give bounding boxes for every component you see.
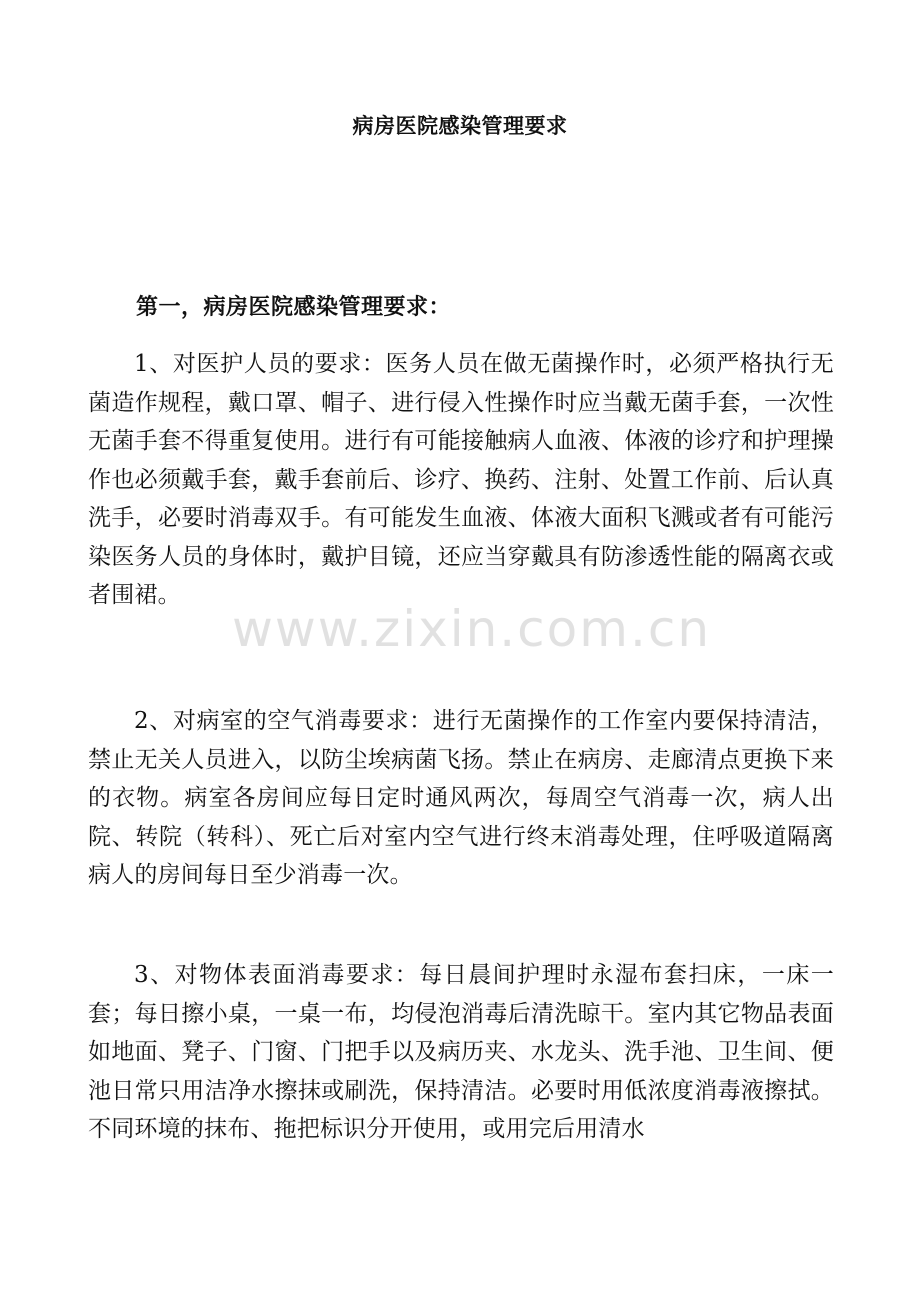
paragraph-surface-disinfection: 3、对物体表面消毒要求：每日晨间护理时永湿布套扫床，一床一套；每日擦小桌，一桌一布，均侵泡消毒后清洗晾干。室内其它物品表面如地面、凳子、门窗、门把手以及病历夹、水龙头、洗手池、卫生间、便池日常只用洁净水擦抹或刷洗，保持清洁。必要时用低浓度消毒液擦拭。不同环境的抹布、拖把标识分开使用，或用完后用清水: [88, 962, 834, 1142]
document-title: 病房医院感染管理要求: [352, 113, 568, 138]
watermark: www.zixin.com.cn: [232, 600, 712, 658]
paragraph-medical-staff: 1、对医护人员的要求：医务人员在做无菌操作时，必须严格执行无菌造作规程，戴口罩、帽子、进行侵入性操作时应当戴无菌手套，一次性无菌手套不得重复使用。进行有可能接触病人血液、体液的诊疗和护理操作也必须戴手套，戴手套前后、诊疗、换药、注射、处置工作前、后认真洗手，必要时消毒双手。有可能发生血液、体液大面积飞溅或者有可能污染医务人员的身体时，戴护目镜，还应当穿戴具有防渗透性能的隔离衣或者围裙。: [88, 351, 834, 608]
section-heading: 第一，病房医院感染管理要求：: [136, 294, 452, 320]
paragraph-air-disinfection: 2、对病室的空气消毒要求：进行无菌操作的工作室内要保持清洁，禁止无关人员进入，以防尘埃病菌飞扬。禁止在病房、走廊清点更换下来的衣物。病室各房间应每日定时通风两次，每周空气消毒一次，病人出院、转院（转科）、死亡后对室内空气进行终末消毒处理，住呼吸道隔离病人的房间每日至少消毒一次。: [88, 708, 834, 888]
